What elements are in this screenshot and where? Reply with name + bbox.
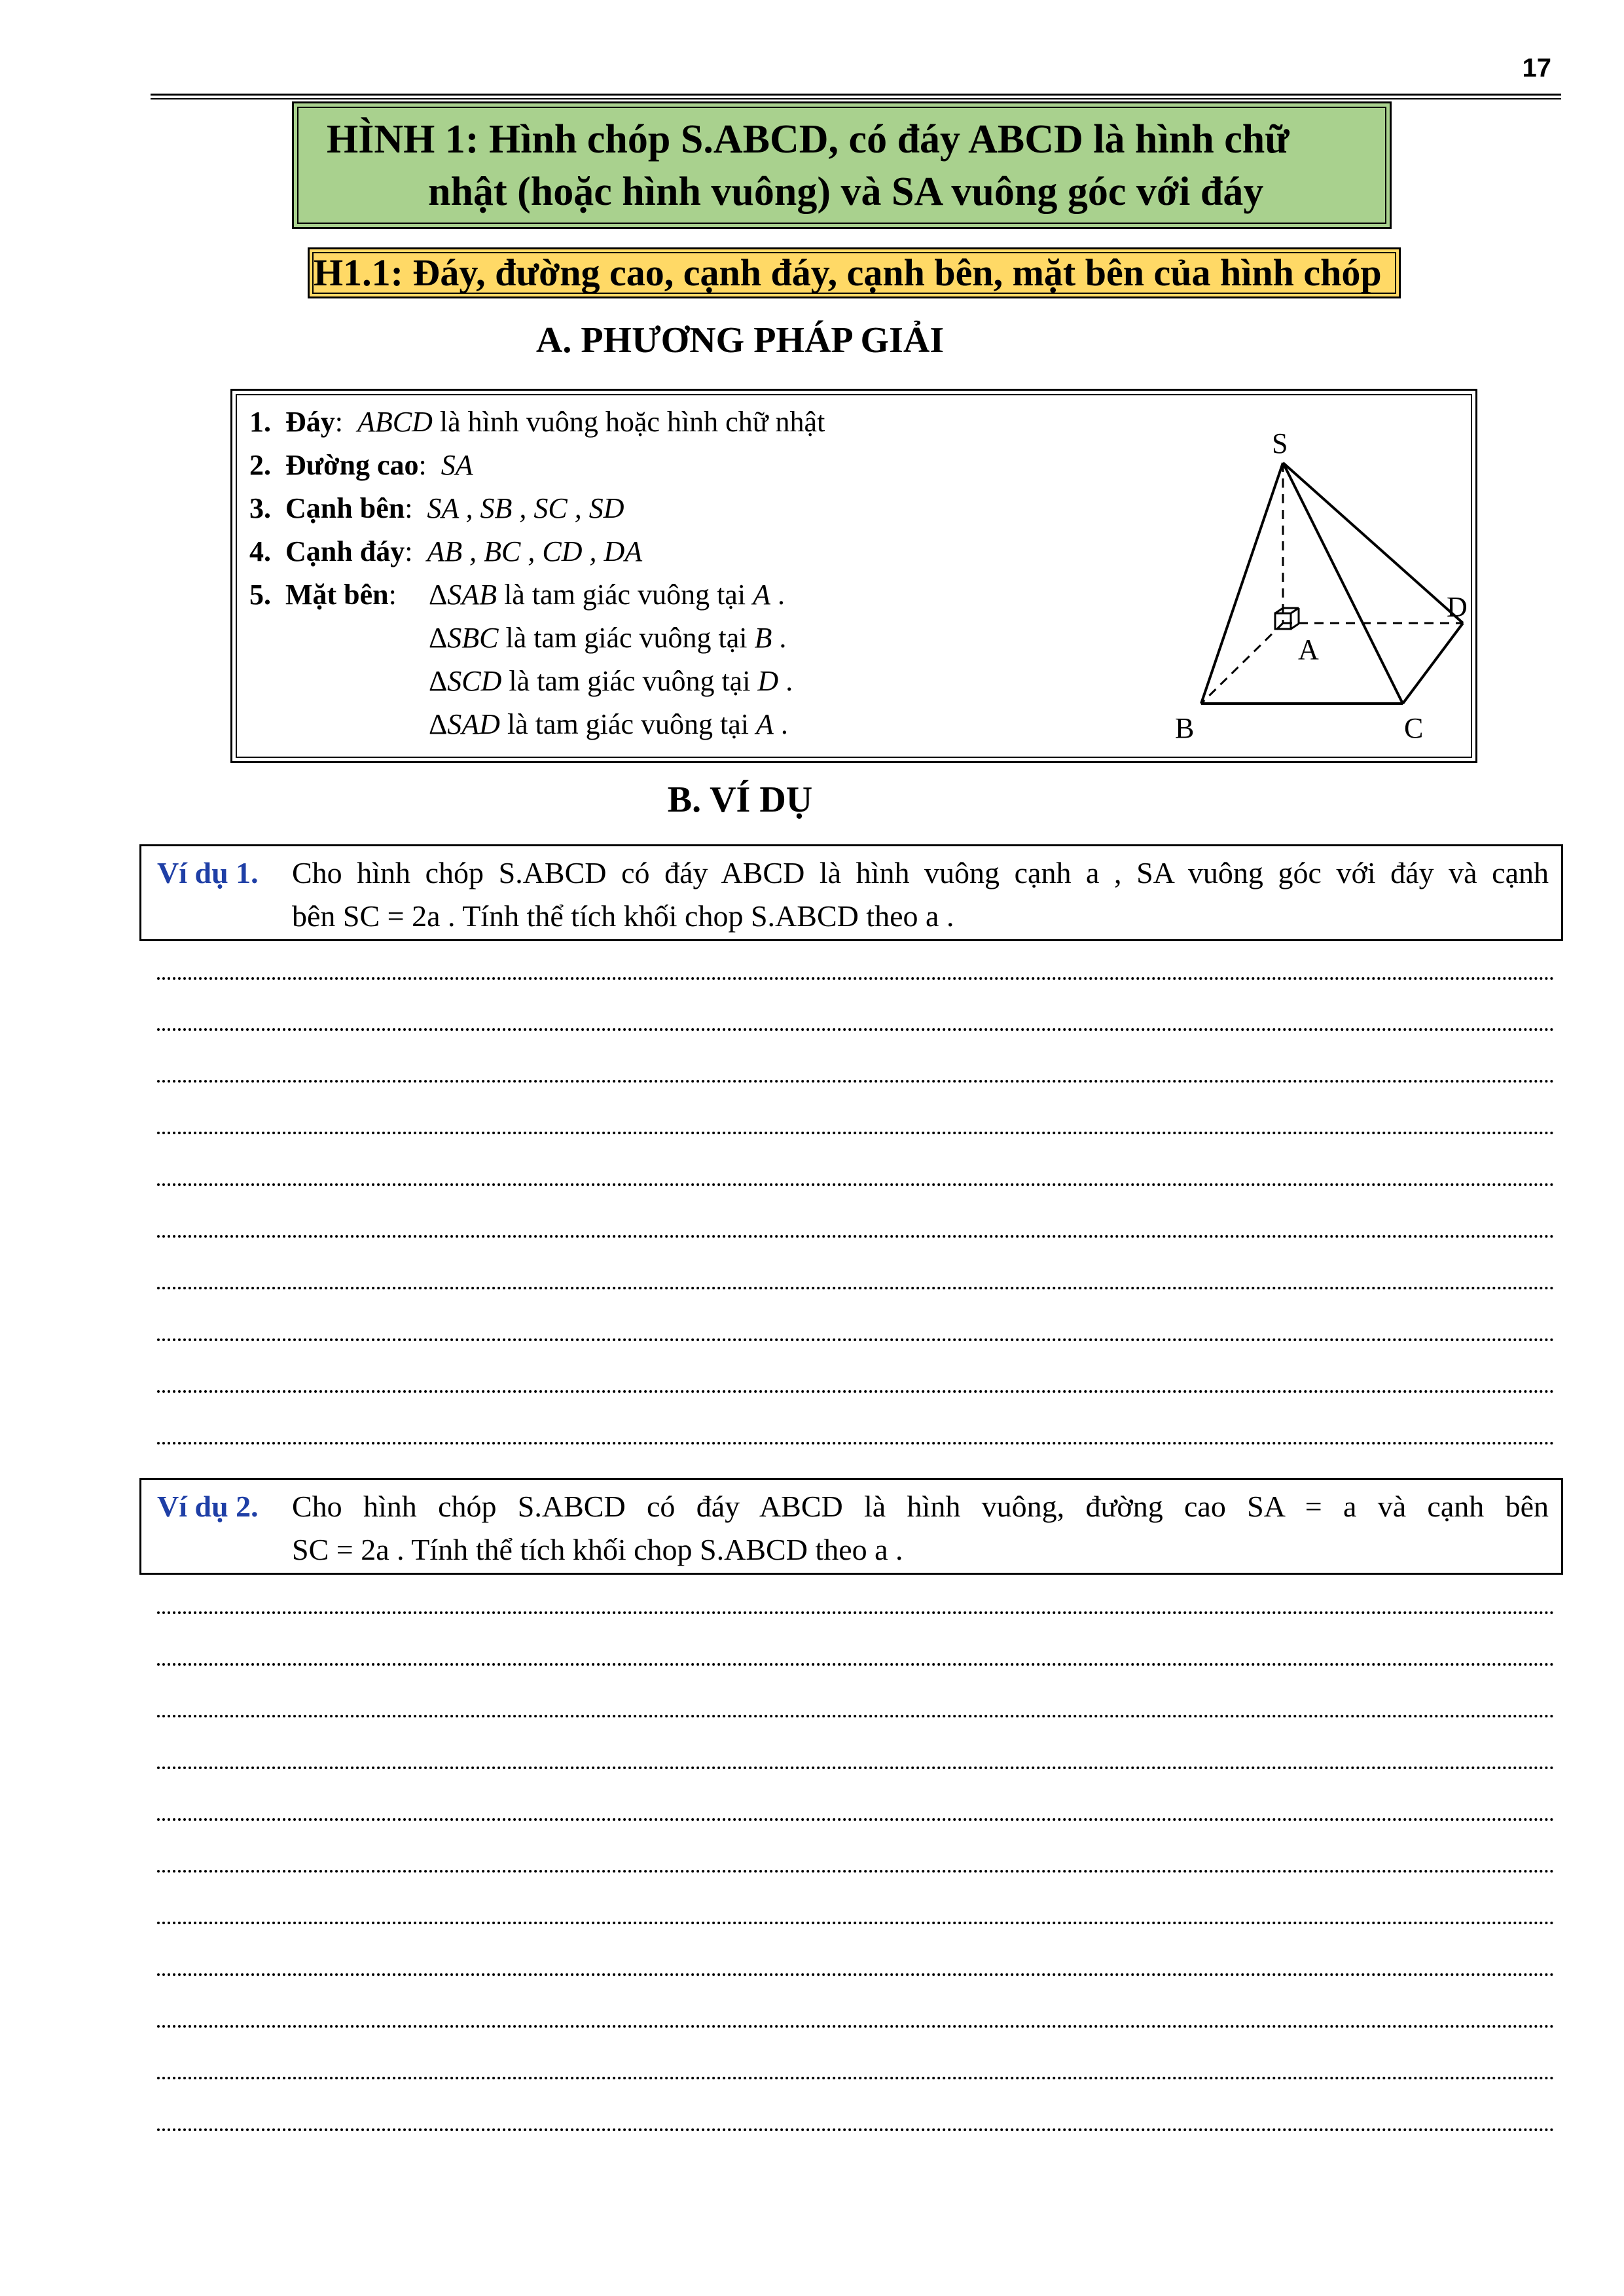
method-item-day bbox=[249, 405, 825, 439]
page-number: 17 bbox=[1522, 54, 1551, 82]
pyramid-figure bbox=[1018, 404, 1476, 757]
face-name: SAB bbox=[447, 579, 497, 611]
chapter-title-line2: nhật (hoặc hình vuông) và SA vuông góc với đáy bbox=[428, 170, 1264, 214]
answer-line bbox=[157, 1922, 1555, 1924]
label-C: C bbox=[1404, 712, 1424, 744]
chapter-title-line1: HÌNH 1: Hình chóp S.ABCD, có đáy ABCD là hình chữ bbox=[327, 117, 1290, 162]
face-scd bbox=[429, 664, 793, 698]
answer-line bbox=[157, 977, 1555, 980]
face-vertex: A bbox=[753, 579, 770, 611]
example-2-label: Ví dụ 2. bbox=[157, 1490, 259, 1523]
face-text: là tam giác vuông tại bbox=[501, 665, 758, 697]
answer-line bbox=[157, 1767, 1555, 1769]
item-label: Cạnh bên bbox=[285, 492, 405, 524]
edge-SC bbox=[1283, 463, 1403, 704]
item-sep: : bbox=[334, 406, 344, 438]
answer-line bbox=[157, 1287, 1555, 1289]
label-A: A bbox=[1298, 634, 1319, 666]
example-2-box bbox=[139, 1478, 1563, 1575]
face-text: là tam giác vuông tại bbox=[498, 622, 755, 654]
face-end: . bbox=[773, 708, 788, 740]
item-number: 5. bbox=[249, 579, 271, 611]
method-item-duong-cao bbox=[249, 448, 473, 482]
answer-line bbox=[157, 2128, 1555, 2131]
item-sep: : bbox=[405, 492, 413, 524]
face-text: là tam giác vuông tại bbox=[499, 708, 756, 740]
section-a-heading: A. PHƯƠNG PHÁP GIẢI bbox=[535, 320, 945, 361]
example-1-label: Ví dụ 1. bbox=[157, 856, 259, 889]
delta-symbol: Δ bbox=[429, 622, 448, 654]
header-rule bbox=[151, 94, 1561, 96]
delta-symbol: Δ bbox=[429, 665, 448, 697]
edge-AB bbox=[1201, 623, 1283, 704]
answer-line bbox=[157, 1183, 1555, 1186]
edge-CD bbox=[1403, 623, 1463, 704]
face-name: SAD bbox=[447, 708, 500, 740]
answer-line bbox=[157, 1973, 1555, 1976]
face-name: SCD bbox=[447, 665, 502, 697]
subtitle-box bbox=[308, 247, 1401, 298]
face-vertex: D bbox=[757, 665, 779, 697]
example-1-line1: Cho hình chóp S.ABCD có đáy ABCD là hình vuông cạnh a , SA vuông góc với đáy và cạnh bbox=[292, 856, 1549, 889]
item-math: SA bbox=[441, 449, 473, 481]
item-number: 1. bbox=[249, 406, 271, 438]
chapter-title-box bbox=[292, 101, 1392, 229]
method-item-canh-day bbox=[249, 535, 642, 568]
face-vertex: A bbox=[755, 708, 774, 740]
answer-line bbox=[157, 1338, 1555, 1341]
item-sep: : bbox=[405, 535, 413, 567]
face-end: . bbox=[772, 622, 787, 654]
answer-line bbox=[157, 1715, 1555, 1717]
item-sep: : bbox=[388, 579, 397, 611]
example-2-line1: Cho hình chóp S.ABCD có đáy ABCD là hình vuông, đường cao SA = a và cạnh bên bbox=[292, 1490, 1549, 1523]
answer-line bbox=[157, 1870, 1555, 1873]
item-label: Đường cao bbox=[285, 449, 419, 481]
method-item-canh-ben bbox=[249, 492, 624, 525]
label-D: D bbox=[1447, 591, 1468, 623]
item-math: AB , BC , CD , DA bbox=[427, 535, 643, 567]
item-text: là hình vuông hoặc hình chữ nhật bbox=[432, 406, 825, 438]
item-label: Mặt bên bbox=[285, 579, 389, 611]
answer-line bbox=[157, 1080, 1555, 1083]
example-1-box bbox=[139, 844, 1563, 941]
item-number: 2. bbox=[249, 449, 271, 481]
answer-line bbox=[157, 1663, 1555, 1666]
delta-symbol: Δ bbox=[429, 579, 448, 611]
answer-line bbox=[157, 1132, 1555, 1134]
face-name: SBC bbox=[447, 622, 499, 654]
example-2-line2: SC = 2a . Tính thể tích khối chop S.ABCD theo a . bbox=[292, 1533, 903, 1566]
label-S: S bbox=[1272, 427, 1288, 459]
section-b-heading: B. VÍ DỤ bbox=[667, 780, 813, 820]
subtitle-text: H1.1: Đáy, đường cao, cạnh đáy, cạnh bên, mặt bên của hình chóp bbox=[314, 251, 1382, 294]
face-sbc bbox=[429, 621, 786, 655]
header-rule-inner bbox=[151, 98, 1561, 99]
face-vertex: B bbox=[754, 622, 772, 654]
edge-SD bbox=[1283, 463, 1463, 623]
item-math: ABCD bbox=[357, 406, 433, 438]
item-number: 3. bbox=[249, 492, 271, 524]
example-1-line2: bên SC = 2a . Tính thể tích khối chop S.ABCD theo a . bbox=[292, 899, 954, 933]
delta-symbol: Δ bbox=[429, 708, 448, 740]
edge-SB bbox=[1201, 463, 1283, 704]
label-B: B bbox=[1175, 712, 1195, 744]
item-number: 4. bbox=[249, 535, 271, 567]
method-box bbox=[230, 389, 1477, 763]
right-angle-marker bbox=[1275, 608, 1299, 629]
answer-line bbox=[157, 1235, 1555, 1238]
answer-line bbox=[157, 2025, 1555, 2028]
answer-line bbox=[157, 1818, 1555, 1821]
item-label: Cạnh đáy bbox=[285, 535, 405, 567]
item-math: SA , SB , SC , SD bbox=[427, 492, 624, 524]
item-label: Đáy bbox=[285, 406, 335, 438]
face-sad bbox=[429, 708, 788, 741]
answer-line bbox=[157, 2077, 1555, 2079]
face-sab bbox=[429, 578, 785, 611]
answer-line bbox=[157, 1611, 1555, 1614]
answer-line bbox=[157, 1390, 1555, 1393]
face-text: là tam giác vuông tại bbox=[497, 579, 753, 611]
answer-line bbox=[157, 1442, 1555, 1444]
face-end: . bbox=[770, 579, 785, 611]
answer-line bbox=[157, 1028, 1555, 1031]
item-sep: : bbox=[418, 449, 427, 481]
method-item-mat-ben bbox=[249, 578, 397, 611]
face-end: . bbox=[778, 665, 793, 697]
